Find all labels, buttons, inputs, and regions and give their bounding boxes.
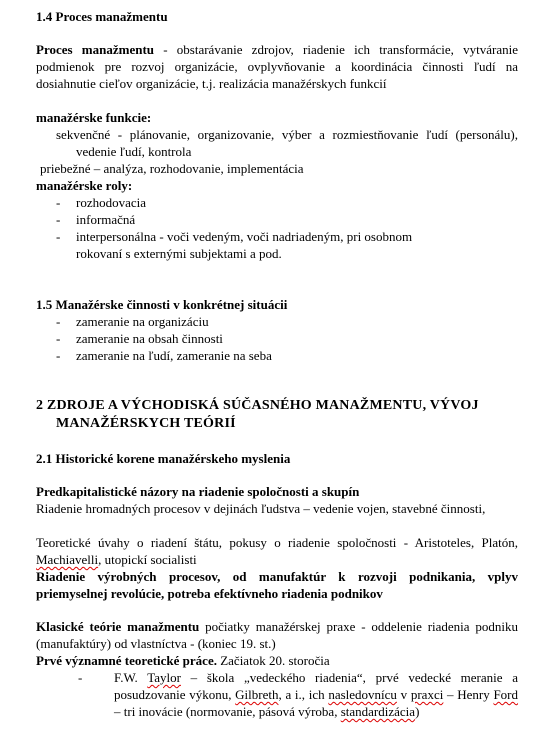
precapitalist-text-1: Riadenie hromadných procesov v dejinách ľudstva – vedenie vojen, stavebné činnosti, [36, 501, 486, 516]
section-2-1-heading: 2.1 Historické korene manažérskeho myslenia [36, 451, 291, 466]
process-definition [36, 41, 518, 92]
classic-label: Klasické teórie manažmentu [36, 619, 200, 634]
taylor-text: – škola „vedeckého riadenia“, prvé vedecké meranie a posudzovanie výkonu, [114, 670, 518, 702]
spellcheck-word: standardizácia [340, 704, 416, 719]
precapitalist-label: Predkapitalistické názory na riadenie spoločnosti a skupín [36, 484, 360, 499]
taylor-text: – Henry [443, 687, 494, 702]
section-1-5-heading: 1.5 Manažérske činnosti v konkrétnej situácii [36, 297, 288, 312]
taylor-item [36, 669, 518, 720]
spellcheck-word: Machiavelli [36, 552, 99, 567]
role-item: - rozhodovacia [36, 194, 518, 211]
chapter-2-heading: 2 ZDROJE A VÝCHODISKÁ SÚČASNÉHO MANAŽMENTU, VÝVOJ MANAŽÉRSKYCH TEÓRIÍ [36, 398, 479, 431]
functions-sequential: sekvenčné - plánovanie, organizovanie, výber a rozmiestňovanie ľudí (personálu), vedenie ľudí, kontrola [56, 127, 518, 159]
classic-theories [36, 618, 518, 652]
taylor-text: F.W. [114, 670, 148, 685]
activity-item: - zameranie na ľudí, zameranie na seba [36, 347, 518, 364]
functions-continuous: priebežné – analýza, rozhodovanie, implementácia [40, 161, 304, 176]
spellcheck-word: praxci [410, 687, 444, 702]
role-item: - informačná [36, 211, 518, 228]
process-definition-text: - obstarávanie zdrojov, riadenie ich transformácie, vytváranie podmienok pre rozvoj organizácie, ovplyvňovanie a koordinácia činnosti ľudí na dosiahnutie cieľov organizácie, t.j. realizácia manažérskych funkcií [36, 42, 518, 91]
taylor-text: v [396, 687, 411, 702]
roles-label: manažérske roly: [36, 178, 133, 193]
spellcheck-word: Taylor [147, 670, 181, 685]
spellcheck-word: Ford [493, 687, 519, 702]
spellcheck-word: Gilbreth [235, 687, 279, 702]
spellcheck-word: nasledovnícu [328, 687, 397, 702]
first-works [36, 652, 518, 669]
process-term: Proces manažmentu [36, 42, 155, 57]
first-works-label: Prvé významné teoretické práce. [36, 653, 217, 668]
roles-list [36, 194, 518, 262]
taylor-text: ) [415, 704, 420, 719]
precap-text-part: Teoretické úvahy o riadení štátu, pokusy o riadenie spoločnosti - Aristoteles, Platón, [36, 535, 518, 550]
taylor-text: , a i., ich [278, 687, 329, 702]
precapitalist-text-2 [36, 534, 518, 568]
taylor-text: – tri inovácie (normovanie, pásová výroba, [114, 704, 341, 719]
section-1-4-heading: 1.4 Proces manažmentu [36, 9, 168, 24]
activity-item: - zameranie na obsah činnosti [36, 330, 518, 347]
taylor-list [36, 669, 518, 720]
activity-item: - zameranie na organizáciu [36, 313, 518, 330]
functions-label: manažérske funkcie: [36, 110, 152, 125]
first-works-text: Začiatok 20. storočia [216, 653, 330, 668]
production-label: Riadenie výrobných procesov, od manufaktúr k rozvoji podnikania, vplyv priemyselnej revolúcie, potreba efektívneho riadenia podnikov [36, 569, 518, 601]
role-item: - interpersonálna - voči vedeným, voči nadriadeným, pri osobnom rokovaní s externými subjektami a pod. [36, 228, 456, 262]
classic-text: počiatky manažérskej praxe - oddelenie riadenia podniku (manufaktúry) od vlastníctva - (koniec 19. st.) [36, 619, 519, 651]
activities-list [36, 313, 518, 364]
precap-text-part: , utopickí socialisti [98, 552, 197, 567]
